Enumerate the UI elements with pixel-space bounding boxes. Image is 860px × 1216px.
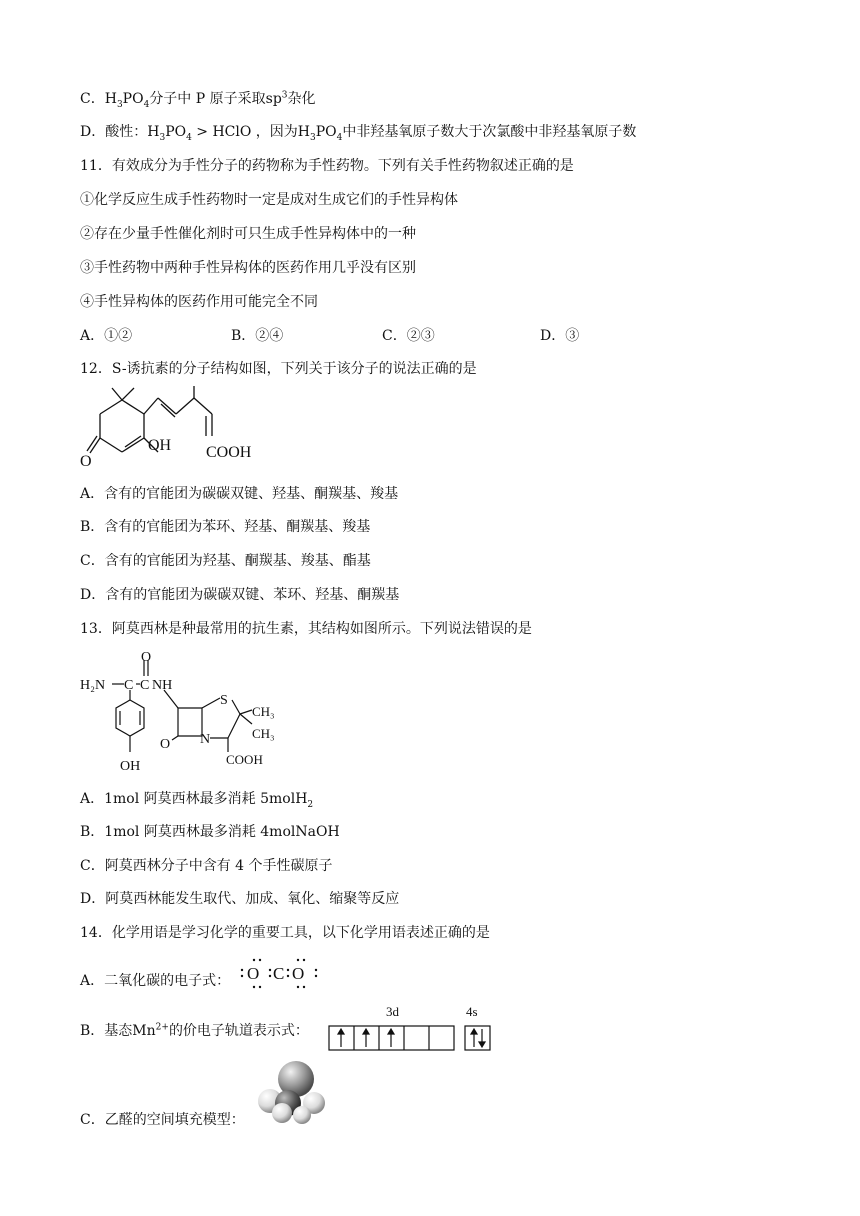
statement-4: ④手性异构体的医药作用可能完全不同	[80, 294, 318, 310]
option-text: 的价电子轨道表示式：	[168, 1023, 309, 1039]
formula-text: H	[295, 791, 308, 807]
option-a-q14: A．二氧化碳的电子式：	[80, 973, 231, 989]
space-filling-model	[252, 1057, 332, 1127]
formula-sub: 2	[307, 799, 314, 810]
molecule-diagram	[78, 386, 268, 472]
options-q11	[80, 326, 579, 346]
option-label: D．酸性：	[80, 124, 148, 140]
option-c: C．②③	[382, 328, 435, 344]
option-c-q14: C．乙醛的空间填充模型：	[80, 1112, 245, 1128]
nitrogen-label: N	[200, 732, 211, 747]
option-a-q13	[80, 789, 313, 809]
formula-sub: 4	[336, 132, 343, 143]
option-c-q13: C．阿莫西林分子中含有 4 个手性碳原子	[80, 858, 333, 874]
option-text: B．基态	[80, 1023, 133, 1039]
electron-dot-diagram	[236, 956, 326, 990]
3d-label: 3d	[386, 1004, 399, 1019]
molecule-diagram	[80, 648, 290, 774]
option-text: > HClO ，因为	[191, 124, 298, 140]
formula-sub: 3	[159, 132, 166, 143]
hydroxyl-label: OH	[148, 437, 172, 454]
acetaldehyde-space-filling-model	[252, 1057, 332, 1127]
co2-electron-formula	[236, 956, 326, 990]
formula-text: PO	[315, 124, 337, 140]
orbital-box-diagram	[326, 1000, 496, 1056]
option-c-q12: C．含有的官能团为羟基、酮羰基、羧基、酯基	[80, 553, 371, 569]
amino-label: H₂N	[80, 678, 106, 693]
amide-carbon-label: C	[140, 678, 150, 693]
phenol-oh-label: OH	[120, 759, 141, 774]
mn-orbital-diagram	[326, 1000, 496, 1056]
option-a-q12: A．含有的官能团为碳碳双键、羟基、酮羰基、羧基	[80, 486, 399, 502]
statement-1: ①化学反应生成手性药物时一定是成对生成它们的手性异构体	[80, 192, 458, 208]
question-12: 12．S-诱抗素的分子结构如图，下列关于该分子的说法正确的是	[80, 361, 477, 377]
amoxicillin-structure	[80, 648, 290, 774]
amide-oxygen-label: O	[141, 650, 152, 665]
option-b: B．②④	[231, 328, 284, 344]
formula-sub: 3	[116, 99, 123, 110]
lactam-oxygen-label: O	[160, 737, 171, 752]
option-b-q12: B．含有的官能团为苯环、羟基、酮羰基、羧基	[80, 519, 371, 535]
option-d-q10	[80, 122, 636, 142]
option-text: 杂化	[287, 91, 316, 107]
option-b-q13: B．1mol 阿莫西林最多消耗 4molNaOH	[80, 824, 340, 840]
amide-nh-label: NH	[152, 678, 173, 693]
option-text: 分子中 P 原子采取sp	[149, 91, 282, 107]
carbonyl-oxygen-label: O	[80, 453, 92, 470]
formula-text: H	[147, 124, 160, 140]
option-d-q13: D．阿莫西林能发生取代、加成、氧化、缩聚等反应	[80, 891, 400, 907]
formula-sub: 4	[143, 99, 150, 110]
methyl-label-1: CH₃	[252, 704, 275, 719]
alpha-carbon-label: C	[124, 678, 134, 693]
question-14: 14．化学用语是学习化学的重要工具，以下化学用语表述正确的是	[80, 925, 490, 941]
option-text: 中非羟基氧原子数大于次氯酸中非羟基氧原子数	[342, 124, 637, 140]
formula-sub: 3	[310, 132, 316, 143]
formula-text: PO	[122, 91, 144, 107]
statement-2: ②存在少量手性催化剂时可只生成手性异构体中的一种	[80, 226, 416, 242]
formula-text: H	[104, 91, 117, 107]
sulfur-label: S	[220, 693, 228, 708]
option-d: D．③	[540, 328, 580, 344]
carboxyl-label: COOH	[226, 752, 263, 767]
question-13: 13．阿莫西林是种最常用的抗生素，其结构如图所示。下列说法错误的是	[80, 621, 532, 637]
formula-sup: 3	[281, 90, 288, 101]
option-text: A．1mol 阿莫西林最多消耗 5mol	[80, 791, 296, 807]
oxygen-2-label: O	[292, 964, 305, 983]
formula-text: PO	[165, 124, 187, 140]
option-a: A．①②	[80, 328, 133, 344]
carbon-label: C	[273, 964, 285, 983]
oxygen-1-label: O	[247, 964, 260, 983]
question-11: 11．有效成分为手性分子的药物称为手性药物。下列有关手性药物叙述正确的是	[80, 158, 574, 174]
option-d-q12: D．含有的官能团为碳碳双键、苯环、羟基、酮羰基	[80, 587, 400, 603]
carboxyl-label: COOH	[206, 444, 252, 461]
methyl-label-2: CH₃	[252, 726, 275, 741]
4s-label: 4s	[466, 1004, 478, 1019]
s-abscisic-acid-structure	[78, 386, 268, 472]
statement-3: ③手性药物中两种手性异构体的医药作用几乎没有区别	[80, 260, 416, 276]
option-c-q10	[80, 89, 316, 109]
option-label: C．	[80, 91, 105, 107]
formula-text: H	[297, 124, 311, 140]
formula-text: Mn	[132, 1023, 156, 1039]
formula-sub: 4	[186, 132, 192, 143]
option-b-q14	[80, 1021, 309, 1041]
formula-sup: 2+	[155, 1022, 169, 1033]
